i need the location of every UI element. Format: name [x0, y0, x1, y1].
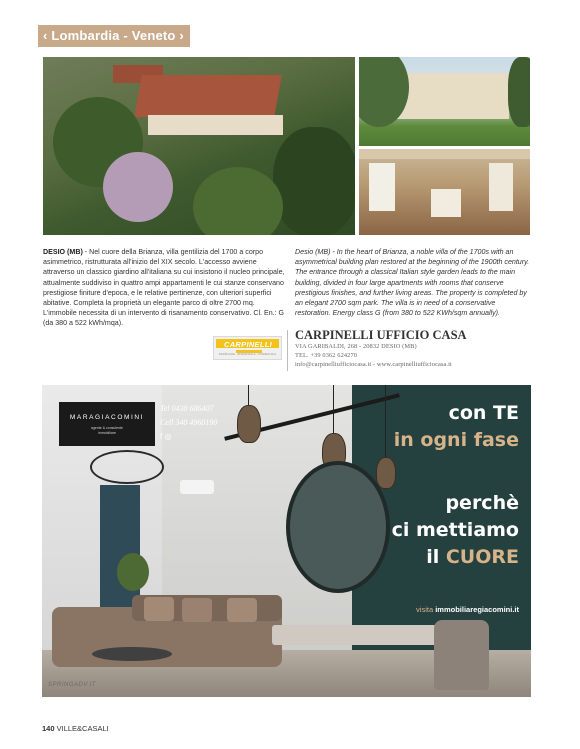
region-tab-label: ‹ Lombardia - Veneto › — [43, 28, 184, 43]
ad-headline-5-prefix: il — [426, 546, 446, 568]
dining-table — [272, 625, 447, 645]
ad-visit-url[interactable]: immobiliaregiacomini.it — [435, 605, 519, 614]
region-tab — [38, 25, 190, 47]
agency-logo-text: CARPINELLI — [224, 340, 272, 349]
coffee-table — [92, 647, 172, 661]
ad-visit-link[interactable] — [416, 605, 519, 614]
photo-villa-interior — [359, 149, 530, 235]
ad-headline-2: in ogni fase — [393, 429, 519, 451]
agency-web-link[interactable]: info@carpinelliufficiocasa.it - www.carpinelliufficiocasa.it — [295, 361, 452, 368]
ad-logo-name: MARAGIACOMINI — [69, 414, 145, 421]
ad-credit: SPRINGADV.IT — [48, 682, 96, 688]
description-italian — [43, 247, 289, 329]
social-icons[interactable]: f ◎ — [160, 432, 172, 441]
photo-villa-aerial — [43, 57, 355, 235]
pendant-lamp — [376, 457, 396, 489]
advertisement-giacomini — [42, 385, 531, 697]
agency-divider — [287, 330, 288, 371]
magazine-name: VILLE&CASALI — [56, 724, 109, 733]
ad-logo-sub2: immobiliare — [98, 431, 116, 435]
air-conditioner — [180, 480, 214, 494]
ad-headline-1: con TE — [448, 402, 519, 424]
round-mirror — [286, 461, 390, 593]
description-italian-lead: DESIO (MB) — [43, 248, 83, 256]
ad-headline-4: ci mettiamo — [391, 519, 519, 541]
agency-logo — [213, 336, 282, 360]
ad-telephone: Tel 0438 686407 — [160, 404, 214, 413]
description-italian-text: - Nel cuore della Brianza, villa gentilizia del 1700 a corpo asimmetrico, ristrutturata all'inizio del XIX secolo. L'accesso avviene attraverso un classico giardino all'italiana su cui insistono il nucleo principale, attualmente suddiviso in quattro ampi appartamenti le cui stanze conservano prestigiose finiture d'epoca, e le relative pertinenze, con ulteriori superfici abitative. Completa la proprietà un elegante parco di oltre 2700 mq. L'immobile necessita di un intervento di risanamento conservativo. Cl. En.: G (da 380 a 522 kWh/mqa). — [43, 248, 285, 328]
ad-headline-5 — [426, 546, 519, 568]
description-english: Desio (MB) - In the heart of Brianza, a noble villa of the 1700s with an asymmetrical building plan restored at the beginning of the 1900th century. The entrance through a classical Italian style garden leads to the main building, divided in four large apartments with rooms that conserve prestigious finishes, and further living areas. The property is completed by an elegant 2700 sqm park. The villa is in need of a conservative restoration. Energy class G (from 380 to 522 KWh/sqm annually). — [295, 248, 530, 318]
agency-phone: TEL. +39 0362 624270 — [295, 352, 358, 359]
photo-villa-facade — [359, 57, 530, 146]
ad-logo — [59, 402, 155, 446]
ad-visit-prefix: visita — [416, 605, 436, 614]
plant — [117, 553, 149, 591]
armchair — [434, 620, 489, 690]
page-footer — [42, 724, 109, 733]
page-number: 140 — [42, 724, 55, 733]
chandelier — [90, 450, 164, 484]
agency-logo-sub: IMMOBILIARE · RESIDENZIALE · COMMERCIALE — [218, 353, 277, 356]
ad-headline-3: perchè — [445, 492, 519, 514]
agency-address: VIA GARIBALDI, 268 - 20832 DESIO (MB) — [295, 343, 417, 350]
ad-headline-5-accent: CUORE — [445, 546, 519, 568]
ad-logo-sub: agente & consulente — [91, 426, 123, 430]
pendant-lamp — [237, 405, 261, 443]
ad-cellphone: Cell 340 4960190 — [160, 418, 218, 427]
agency-name: CARPINELLI UFFICIO CASA — [295, 328, 467, 342]
